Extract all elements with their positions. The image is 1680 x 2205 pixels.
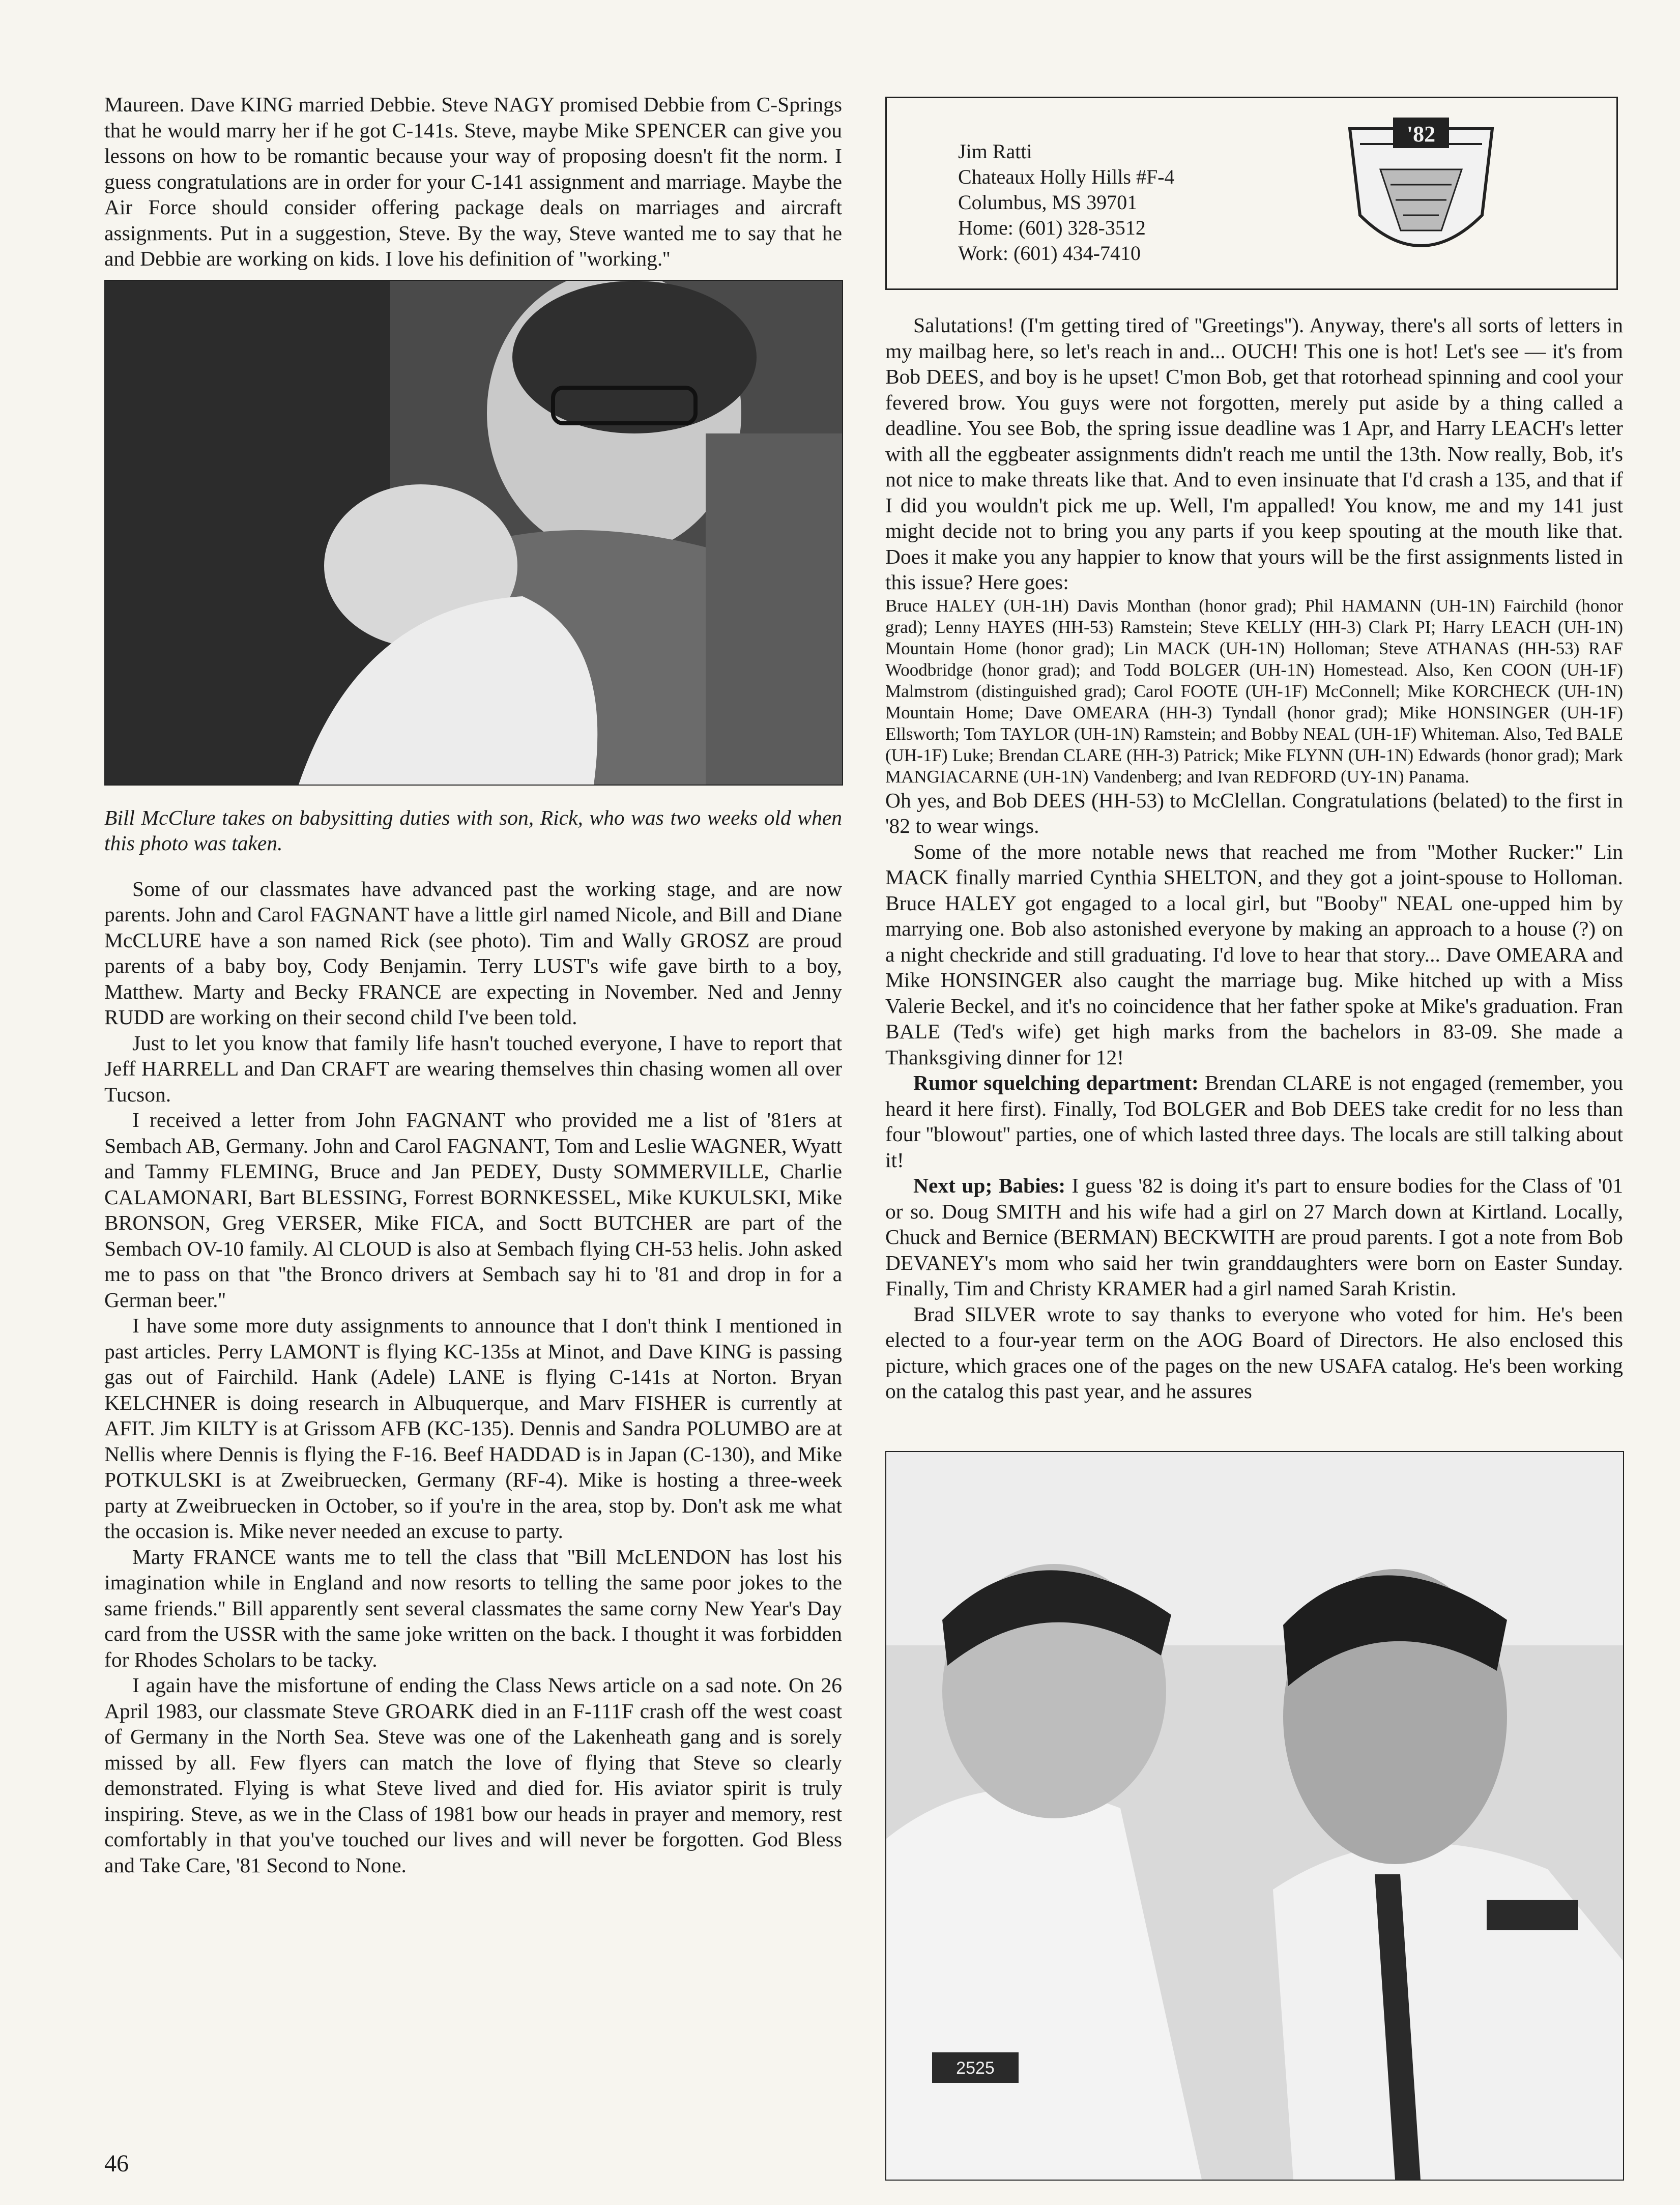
correspondent-address-box: [885, 97, 1618, 290]
babies-heading: Next up; Babies:: [913, 1174, 1066, 1197]
family-life-paragraph: Just to let you know that family life hasn't touched everyone, I have to report that Jeff HARRELL and Dan CRAFT are wearing themselves thin chasing women all over Tucson.: [104, 1031, 842, 1106]
left-column: [104, 92, 842, 1878]
father-baby-photo: [104, 280, 843, 786]
mclendon-paragraph: Marty FRANCE wants me to tell the class that ''Bill McLENDON has lost his imagination while in England and now resorts to telling the same poor jokes to the same friends.'' Bill apparently sent several classmates the same corny New Year's Day card from the USSR with the same joke written on the back. I thought it was forbidden for Rhodes Scholars to be tacky.: [104, 1545, 842, 1671]
class-crest-icon: [1340, 113, 1502, 276]
rumor-heading: Rumor squelching department:: [913, 1071, 1199, 1094]
memorial-paragraph: I again have the misfortune of ending the Class News article on a sad note. On 26 April 1983, our classmate Steve GROARK died in an F-111F crash off the west coast of Germany in the North Sea. Steve was one of the Lakenheath gang and is sorely missed by all. Few flyers can match the love of flying that Steve so clearly demonstrated. Flying is what Steve lived and died for. His aviator spirit is truly inspiring. Steve, as we in the Class of 1981 bow our heads in prayer and memory, rest comfortably in that you've touched our lives and will never be forgotten. God Bless and Take Care, '81 Second to None.: [104, 1673, 842, 1877]
uniform-badge-text: 2525: [956, 2058, 995, 2078]
sembach-paragraph: I received a letter from John FAGNANT who provided me a list of '81ers at Sembach AB, Germany. John and Carol FAGNANT, Tom and Leslie WAGNER, Wyatt and Tammy FLEMING, Bruce and Jan PEDEY, Dusty SOMMERVILLE, Charlie CALAMONARI, Bart BLESSING, Forrest BORNKESSEL, Mike KUKULSKI, Mike BRONSON, Greg VERSER, Mike FICA, and Soctt BUTCHER are part of the Sembach OV-10 family. Al CLOUD is also at Sembach flying CH-53 helis. John asked me to pass on that ''the Bronco drivers at Sembach say hi to '81 and drop in for a German beer.'': [104, 1108, 842, 1312]
duty-assignments-paragraph: I have some more duty assignments to announce that I don't think I mentioned in past articles. Perry LAMONT is flying KC-135s at Minot, and Dave KING is passing gas out of Fairchild. Hank (Adele) LANE is flying C-141s at Norton. Bryan KELCHNER is doing research in Albuquerque, and Marv FISHER is currently at AFIT. Jim KILTY is at Grissom AFB (KC-135). Dennis and Sandra POLUMBO are at Nellis where Dennis is flying the F-16. Beef HADDAD is in Japan (C-130), and Mike POTKULSKI is at Zweibruecken, Germany (RF-4). Mike is hosting a three-week party at Zweibruecken in October, so if you're in the area, stop by. Don't ask me what the occasion is. Mike never needed an excuse to party.: [104, 1314, 842, 1543]
correspondent-name: Jim Ratti: [958, 140, 1032, 163]
home-phone: Home: (601) 328-3512: [958, 216, 1146, 239]
right-column: [885, 92, 1623, 2181]
mother-rucker-paragraph: Some of the more notable news that reached me from ''Mother Rucker:'' Lin MACK finally married Cynthia SHELTON, and they got a joint-spouse to Holloman. Bruce HALEY got engaged to a local girl, but ''Booby'' NEAL one-upped him by marrying one. Bob also astonished everyone by making an approach to a house (?) on a night checkride and still graduating. I'd love to hear that story... Dave OMEARA and Mike HONSINGER also caught the marriage bug. Mike hitched up with a Miss Valerie Beckel, and it's no coincidence that her father spoke at Mike's graduation. Fran BALE (Ted's wife) get high marks from the bachelors in 83-09. She made a Thanksgiving dinner for 12!: [885, 839, 1623, 1069]
cadets-photo: [885, 1451, 1624, 2181]
father-baby-illustration: [105, 281, 842, 785]
address-lines: [958, 139, 1175, 266]
crest-text: '82: [1406, 122, 1436, 147]
dees-paragraph: Oh yes, and Bob DEES (HH-53) to McClellan. Congratulations (belated) to the first in '82 to wear wings.: [885, 788, 1623, 837]
work-phone: Work: (601) 434-7410: [958, 242, 1141, 265]
babies-paragraph: [885, 1173, 1623, 1301]
silver-paragraph: Brad SILVER wrote to say thanks to everyone who voted for him. He's been elected to a four-year term on the AOG Board of Directors. He also enclosed this picture, which graces one of the pages on the new USAFA catalog. He's been working on the catalog this past year, and he assures: [885, 1302, 1623, 1403]
cadets-illustration: [886, 1452, 1623, 2180]
babies-text: I guess '82 is doing it's part to ensure bodies for the Class of '01 or so. Doug SMITH and his wife had a girl on 27 March down at Kirtland. Locally, Chuck and Bernice (BERMAN) BECKWITH are proud parents. I got a note from Bob DEVANEY's mom who said her twin granddaughters were born on Easter Sunday. Finally, Tim and Christy KRAMER had a girl named Sarah Kristin.: [885, 1174, 1623, 1300]
rumor-paragraph: [885, 1070, 1623, 1173]
salutations-paragraph: Salutations! (I'm getting tired of ''Greetings''). Anyway, there's all sorts of letters in my mailbag here, so let's reach in and... OUCH! This one is hot! Let's see — it's from Bob DEES, and boy is he upset! C'mon Bob, get that rotorhead spinning and cool your fevered brow. You guys were not forgotten, merely put aside by a thing called a deadline. You see Bob, the spring issue deadline was 1 Apr, and Harry LEACH's letter with all the eggbeater assignments didn't reach me until the 13th. Now really, Bob, it's not nice to make threats like that. And to even insinuate that I'd crash a 135, and that if I did you wouldn't pick me up. Well, I'm appalled! You know, me and my 141 just might decide not to bring you any parts if you keep spouting at the mouth like that. Does it make you any happier to know that yours will be the first assignments listed in this issue? Here goes:: [885, 313, 1623, 594]
helicopter-assignments-list: Bruce HALEY (UH-1H) Davis Monthan (honor grad); Phil HAMANN (UH-1N) Fairchild (honor grad); Lenny HAYES (HH-53) Ramstein; Steve KELLY (HH-3) Clark PI; Harry LEACH (UH-1N) Mountain Home (honor grad); Lin MACK (UH-1N) Holloman; Steve ATHANAS (HH-53) RAF Woodbridge (honor grad); and Todd BOLGER (UH-1N) Homestead. Also, Ken COON (UH-1F) Malmstrom (distinguished grad); Carol FOOTE (UH-1F) McConnell; Mike KORCHECK (UH-1N) Mountain Home; Dave OMEARA (HH-3) Tyndall (honor grad); Mike HONSINGER (UH-1F) Ellsworth; Tom TAYLOR (UH-1N) Ramstein; and Bobby NEAL (UH-1F) Whiteman. Also, Ted BALE (UH-1F) Luke; Brendan CLARE (HH-3) Patrick; Mike FLYNN (UH-1N) Edwards (honor grad); Mark MANGIACARNE (UH-1N) Vandenberg; and Ivan REDFORD (UY-1N) Panama.: [885, 595, 1623, 787]
page-number: 46: [104, 2150, 129, 2177]
photo-caption: Bill McClure takes on babysitting duties with son, Rick, who was two weeks old when this photo was taken.: [104, 805, 842, 855]
address-city: Columbus, MS 39701: [958, 191, 1138, 214]
rumor-text: Brendan CLARE is not engaged (remember, you heard it here first). Finally, Tod BOLGER and Bob DEES take credit for no less than four ''blowout'' parties, one of which lasted three days. The locals are still talking about it!: [885, 1071, 1623, 1172]
intro-paragraph: Maureen. Dave KING married Debbie. Steve NAGY promised Debbie from C-Springs that he would marry her if he got C-141s. Steve, maybe Mike SPENCER can give you lessons on how to be romantic because your way of proposing doesn't fit the norm. I guess congratulations are in order for your C-141 assignment and marriage. Maybe the Air Force should consider offering package deals on marriages and aircraft assignments. Put in a suggestion, Steve. By the way, Steve wanted me to say that he and Debbie are working on kids. I love his definition of ''working.'': [104, 93, 842, 270]
address-street: Chateaux Holly Hills #F-4: [958, 165, 1175, 188]
parents-paragraph: Some of our classmates have advanced past the working stage, and are now parents. John and Carol FAGNANT have a little girl named Nicole, and Bill and Diane McCLURE have a son named Rick (see photo). Tim and Wally GROSZ are proud parents of a baby boy, Cody Benjamin. Terry LUST's wife gave birth to a boy, Matthew. Marty and Becky FRANCE are expecting in November. Ned and Jenny RUDD are working on their second child I've been told.: [104, 877, 842, 1029]
